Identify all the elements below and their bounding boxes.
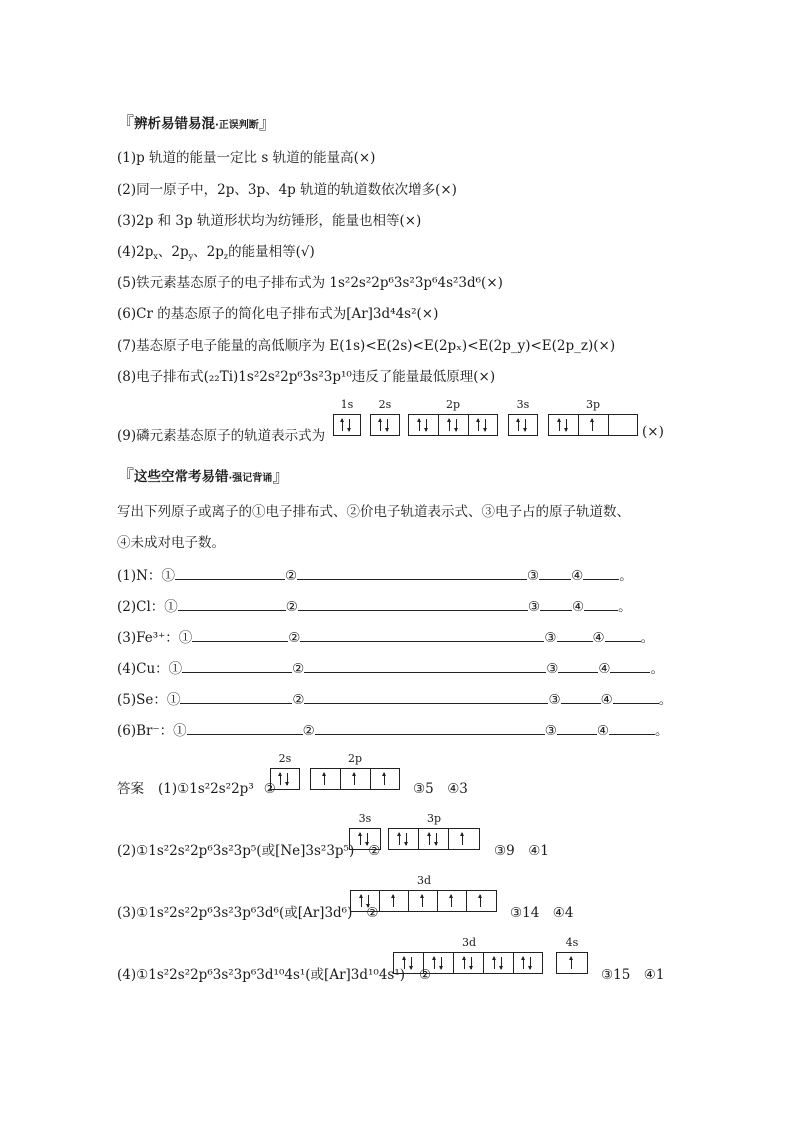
answer-blank-1[interactable] — [180, 691, 292, 704]
mark: ④ — [596, 723, 609, 739]
period: 。 — [658, 692, 673, 708]
orbital-label: 3s — [358, 812, 372, 825]
j4-sub-z: z — [223, 252, 229, 261]
answer-blank-3[interactable] — [540, 598, 572, 611]
mark: ② — [419, 967, 432, 983]
section-header-analysis: 『辨析易错易混·正误判断』 — [117, 114, 276, 134]
mark: ④ — [600, 692, 613, 708]
answer-blank-1[interactable] — [175, 567, 285, 580]
mark: ① — [168, 661, 183, 677]
j4-part: 的能量相等(√) — [228, 244, 315, 260]
judgment-9-mark: (×) — [642, 424, 664, 440]
answer-blank-4[interactable] — [583, 567, 619, 580]
mark: ④ — [572, 599, 585, 615]
judgment-7: (7)基态原子电子能量的高低顺序为 E(1s)<E(2s)<E(2pₓ)<E(2p_y)<E(2p_z)(×) — [117, 338, 616, 354]
exercise-row — [117, 719, 668, 739]
mark: ② — [285, 599, 298, 615]
judgment-1: (1)p 轨道的能量一定比 s 轨道的能量高(×) — [117, 150, 376, 166]
period: 。 — [619, 568, 633, 584]
answer-blank-2[interactable] — [298, 598, 528, 611]
mark: ① — [161, 568, 175, 584]
mark: ② — [288, 630, 301, 646]
j4-sub-x: x — [153, 252, 158, 261]
answer-1-tail: ③5 ④3 — [413, 781, 468, 797]
exercise-label: (4)Cu： — [117, 661, 169, 677]
exercise-label: (6)Br⁻： — [117, 723, 174, 739]
period: 。 — [654, 723, 669, 739]
exercise-label: (2)Cl： — [117, 599, 165, 615]
mark: ② — [292, 661, 305, 677]
answer-formula: (1)①1s²2s²2p³ — [158, 781, 254, 797]
mark: ① — [166, 692, 181, 708]
answer-3-tail: ③14 ④4 — [510, 905, 574, 921]
period: 。 — [618, 599, 632, 615]
orbital-label: 2s — [378, 398, 392, 411]
judgment-8: (8)电子排布式(₂₂Ti)1s²2s²2p⁶3s²3p¹⁰违反了能量最低原理(×) — [117, 369, 496, 385]
mark: ② — [292, 692, 305, 708]
orbital-label: 4s — [565, 936, 579, 949]
answer-blank-1[interactable] — [178, 598, 286, 611]
answer-4-tail: ③15 ④1 — [601, 967, 665, 983]
orbital-label: 3s — [516, 398, 530, 411]
mark: ② — [366, 905, 379, 921]
period: 。 — [640, 630, 655, 646]
section-subtitle: ·强记背诵 — [228, 473, 273, 484]
orbital-label: 3d — [461, 936, 477, 949]
section-subtitle: ·正误判断 — [215, 120, 259, 131]
exercise-label: (5)Se： — [117, 692, 167, 708]
section-title: 这些空常考易错 — [134, 469, 229, 485]
j4-part: 、2p — [157, 244, 189, 260]
answer-blank-2[interactable] — [315, 722, 545, 735]
answer-1 — [117, 777, 276, 797]
mark: ④ — [592, 630, 605, 646]
orbital-label: 2p — [445, 398, 461, 411]
answer-formula: (3)①1s²2s²2p⁶3s²3p⁶3d⁶(或[Ar]3d⁶) — [117, 905, 353, 921]
answer-formula: (4)①1s²2s²2p⁶3s²3p⁶3d¹⁰4s¹(或[Ar]3d¹⁰4s¹) — [117, 967, 406, 983]
instruction-line-2: ④未成对电子数。 — [117, 535, 225, 551]
mark: ① — [178, 630, 193, 646]
answer-blank-4[interactable] — [609, 722, 655, 735]
section-header-memorize: 『这些空常考易错·强记背诵』 — [117, 467, 290, 487]
mark: ③ — [544, 630, 557, 646]
orbital-label: 3d — [416, 874, 432, 887]
mark: ② — [368, 843, 381, 859]
judgment-2: (2)同一原子中，2p、3p、4p 轨道的轨道数依次增多(×) — [117, 182, 457, 198]
orbital-label: 2s — [278, 752, 292, 765]
answer-blank-3[interactable] — [539, 567, 571, 580]
instruction-line-1: 写出下列原子或离子的①电子排布式、②价电子轨道表示式、③电子占的原子轨道数、 — [117, 504, 630, 520]
period: 。 — [650, 661, 664, 677]
answer-blank-2[interactable] — [297, 567, 527, 580]
answer-blank-3[interactable] — [557, 722, 597, 735]
answer-blank-4[interactable] — [610, 660, 650, 673]
answer-2-tail: ③9 ④1 — [494, 843, 549, 859]
answer-3 — [117, 901, 378, 921]
answer-blank-3[interactable] — [557, 629, 593, 642]
mark: ② — [302, 723, 315, 739]
answer-blank-1[interactable] — [187, 722, 303, 735]
exercise-label: (1)N： — [117, 568, 162, 584]
mark: ③ — [527, 568, 540, 584]
orbital-label: 2p — [347, 752, 363, 765]
exercise-label: (3)Fe³⁺： — [117, 630, 179, 646]
exercise-row — [117, 595, 632, 615]
answer-heading: 答案 — [117, 781, 144, 797]
exercise-row — [117, 564, 633, 584]
j4-part: 、2p — [193, 244, 224, 260]
answer-blank-2[interactable] — [304, 660, 546, 673]
judgment-5: (5)铁元素基态原子的电子排布式为 1s²2s²2p⁶3s²3p⁶4s²3d⁶(×) — [117, 275, 503, 291]
answer-blank-1[interactable] — [192, 629, 288, 642]
exercise-row — [117, 657, 664, 677]
judgment-4 — [117, 240, 315, 260]
mark: ② — [284, 568, 298, 584]
mark: ④ — [598, 661, 611, 677]
answer-blank-4[interactable] — [584, 598, 618, 611]
orbital-label: 3p — [585, 398, 601, 411]
judgment-6: (6)Cr 的基态原子的简化电子排布式为[Ar]3d⁴4s²(×) — [117, 306, 439, 322]
answer-formula: (2)①1s²2s²2p⁶3s²3p⁵(或[Ne]3s²3p⁵) — [117, 843, 355, 859]
j4-sub-y: y — [188, 252, 194, 261]
answer-blank-2[interactable] — [300, 629, 544, 642]
answer-4 — [117, 963, 431, 983]
mark: ③ — [527, 599, 540, 615]
answer-2 — [117, 839, 380, 859]
mark: ④ — [571, 568, 584, 584]
answer-blank-4[interactable] — [613, 691, 659, 704]
mark: ③ — [546, 661, 559, 677]
mark: ① — [173, 723, 187, 739]
j4-part: (4)2p — [117, 244, 154, 260]
orbital-label: 1s — [340, 398, 354, 411]
mark: ③ — [544, 723, 557, 739]
exercise-row — [117, 626, 654, 646]
exercise-row — [117, 688, 672, 708]
answer-blank-1[interactable] — [182, 660, 292, 673]
answer-blank-2[interactable] — [304, 691, 548, 704]
answer-blank-3[interactable] — [558, 660, 598, 673]
mark: ② — [263, 781, 276, 797]
answer-blank-3[interactable] — [561, 691, 601, 704]
orbital-label: 3p — [426, 812, 442, 825]
section-title: 辨析易错易混 — [134, 116, 215, 132]
mark: ③ — [548, 692, 561, 708]
judgment-9: (9)磷元素基态原子的轨道表示式为 — [117, 428, 326, 444]
judgment-3: (3)2p 和 3p 轨道形状均为纺锤形，能量也相等(×) — [117, 213, 422, 229]
mark: ① — [164, 599, 178, 615]
answer-blank-4[interactable] — [605, 629, 641, 642]
